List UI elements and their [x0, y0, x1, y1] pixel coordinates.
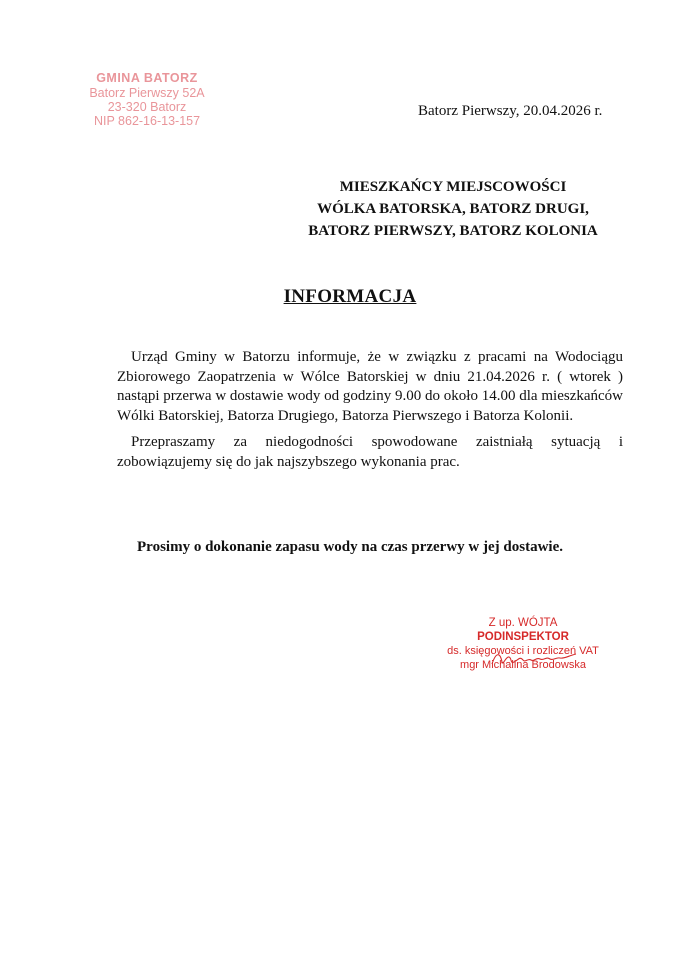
- municipality-stamp: [62, 71, 232, 128]
- stamp-nip: NIP 862-16-13-157: [93, 114, 201, 128]
- paragraph-2: [117, 433, 623, 472]
- document-heading: INFORMACJA: [283, 286, 417, 307]
- stamp-street: Batorz Pierwszy 52A: [89, 86, 205, 100]
- paragraph-1-line: mieszkańców Wólki Batorskiej, Batorza Drugiego, Batorza Pierwszego: [117, 388, 624, 424]
- addressee-line-3: BATORZ PIERWSZY, BATORZ KOLONIA: [308, 223, 598, 239]
- signature-line-1: Z up. WÓJTA: [488, 617, 558, 629]
- notice-text: Prosimy o dokonanie zapasu wody na czas przerwy w jej dostawie.: [137, 539, 563, 555]
- addressee-line-1: MIESZKAŃCY MIEJSCOWOŚCI: [339, 179, 567, 195]
- addressee-block: [270, 176, 636, 242]
- paragraph-1-line: ( wtorek ) nastąpi przerwa w dostawie wody od godziny 9.00 do około 14.00 dla: [117, 368, 624, 404]
- signature-line-4: [432, 658, 614, 672]
- handwritten-signature: [490, 648, 578, 670]
- signature-name: mgr Michalina Brodowska: [460, 659, 586, 671]
- stamp-name: GMINA BATORZ: [96, 71, 198, 85]
- signature-stamp: [432, 616, 614, 672]
- paragraph-1: [117, 348, 623, 426]
- paragraph-1-line: Urząd Gminy w Batorzu informuje, że w związku z pracami na: [131, 349, 548, 365]
- signature-line-2: PODINSPEKTOR: [477, 631, 569, 643]
- place-date: Batorz Pierwszy, 20.04.2026 r.: [418, 103, 603, 119]
- paragraph-2-line: Przepraszamy za niedogodności spowodowane zaistniałą sytuacją: [131, 434, 601, 450]
- paragraph-1-line: Wodociągu Zbiorowego Zaopatrzenia w Wólce Batorskiej w dniu 21.04.2026 r.: [117, 349, 623, 385]
- stamp-postal: 23-320 Batorz: [107, 100, 187, 114]
- paragraph-1-line: i Batorza Kolonii.: [465, 407, 574, 424]
- body-text: [117, 348, 623, 472]
- paragraph-2-line: i zobowiązujemy się do jak najszybszego wykonania prac.: [117, 434, 624, 470]
- addressee-line-2: WÓLKA BATORSKA, BATORZ DRUGI,: [317, 201, 589, 217]
- signature-line-3: ds. księgowości i rozliczeń VAT: [447, 645, 599, 657]
